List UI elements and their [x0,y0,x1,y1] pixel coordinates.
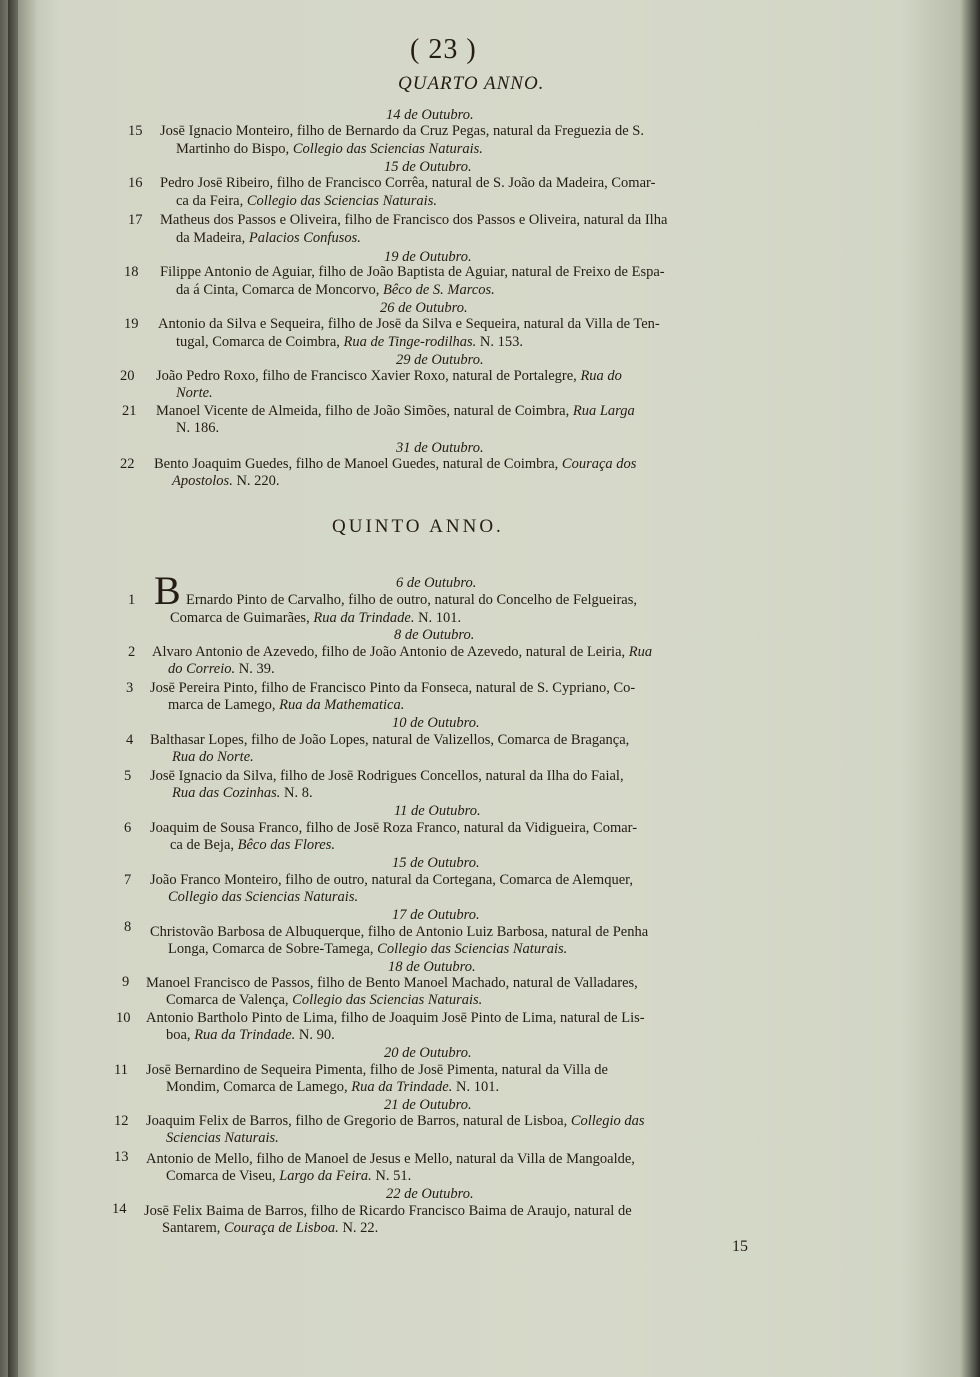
entry-line: Ernardo Pinto de Carvalho, filho de outro, natural do Concelho de Felgueiras, [186,592,638,608]
date-heading: 29 de Outubro. [396,352,484,368]
address: do Correio. [168,661,236,677]
entry-line: Christovão Barbosa de Albuquerque, filho de Antonio Luiz Barbosa, natural de Penha [150,924,649,940]
entry-number: 7 [124,872,132,888]
entry-line: Josē Bernardino de Sequeira Pimenta, filho de Josē Pimenta, natural da Villa de [146,1062,608,1078]
entry-number: 15 [128,123,143,139]
entry-line [168,889,358,906]
date-heading: 21 de Outubro. [384,1097,472,1113]
entry-line: Longa, Comarca de Sobre-Tamega, Collegio das Sciencias Naturais. [168,941,568,957]
entry-line: João Franco Monteiro, filho de outro, natural da Cortegana, Comarca de Alemquer, [150,872,634,888]
entry-line: Comarca de Guimarães, Rua da Trindade. N. 101. [170,610,462,626]
entry-line: Martinho do Bispo, Collegio das Sciencias Naturais. [176,141,483,157]
entry-number: 11 [114,1062,128,1078]
signature-mark: 15 [732,1238,748,1255]
entry-line: da á Cinta, Comarca de Moncorvo, Bêco de S. Marcos. [176,282,495,298]
entry-line: Mondim, Comarca de Lamego, Rua da Trindade. N. 101. [166,1079,500,1095]
entry-line: tugal, Comarca de Coimbra, Rua de Tinge-rodilhas. N. 153. [176,334,524,350]
entry-line: Matheus dos Passos e Oliveira, filho de Francisco dos Passos e Oliveira, natural da Ilha [160,212,668,228]
address: Rua do Norte. [172,749,254,765]
entry-line: Balthasar Lopes, filho de João Lopes, natural de Valizellos, Comarca de Bragança, [150,732,630,748]
date-heading: 14 de Outubro. [386,107,474,123]
page-number: ( 23 ) [410,34,477,65]
entry-line: ca da Feira, Collegio das Sciencias Naturais. [176,193,437,209]
entry-number: 3 [126,680,134,696]
entry-number: 14 [112,1201,127,1217]
date-heading: 8 de Outubro. [394,627,475,643]
date-heading: 15 de Outubro. [392,855,480,871]
entry-number: 8 [124,919,132,935]
date-heading: 31 de Outubro. [396,440,484,456]
date-heading: 22 de Outubro. [386,1186,474,1202]
entry-line: Josē Pereira Pinto, filho de Francisco Pinto da Fonseca, natural de S. Cypriano, Co- [150,680,636,696]
entry-number: 2 [128,644,136,660]
address: Collegio das Sciencias Naturais. [292,992,483,1008]
date-heading: 26 de Outubro. [380,300,468,316]
entry-number: 21 [122,403,137,419]
address: Rua Larga [572,403,635,419]
drop-cap: B [154,568,181,613]
date-heading: 11 de Outubro. [394,803,481,819]
entry-number: 22 [120,456,135,472]
entry-line: Alvaro Antonio de Azevedo, filho de João Antonio de Azevedo, natural de Leiria, Rua [152,644,653,660]
entry-number: 18 [124,264,139,280]
address: Largo da Feira. [279,1168,372,1184]
address: Sciencias Naturais. [166,1130,279,1146]
entry-number: 16 [128,175,143,191]
date-heading: 18 de Outubro. [388,959,476,975]
entry-line: Comarca de Viseu, Largo da Feira. N. 51. [166,1168,412,1184]
date-heading: 6 de Outubro. [396,575,477,591]
entry-line: Manoel Francisco de Passos, filho de Bento Manoel Machado, natural de Valladares, [146,975,638,991]
entry-number: 9 [122,974,130,990]
address: Rua da Mathematica. [279,697,405,713]
address: Bêco das Flores. [237,837,335,853]
address: Rua do [580,368,622,384]
entry-number: 19 [124,316,139,332]
address: Collegio das Sciencias Naturais. [377,941,568,957]
entry-number: 5 [124,768,132,784]
entry-line: Rua das Cozinhas. N. 8. [172,785,313,801]
entry-number: 13 [114,1149,129,1165]
entry-line: Joaquim Felix de Barros, filho de Gregorio de Barros, natural de Lisboa, Collegio das [146,1113,645,1129]
entry-line: Josē Ignacio Monteiro, filho de Bernardo da Cruz Pegas, natural da Freguezia de S. [160,123,644,139]
entry-line: Antonio de Mello, filho de Manoel de Jesus e Mello, natural da Villa de Mangoalde, [146,1151,635,1167]
entry-number: 20 [120,368,135,384]
entry-line: marca de Lamego, Rua da Mathematica. [168,697,405,713]
address: Bêco de S. Marcos. [382,282,495,298]
date-heading: 10 de Outubro. [392,715,480,731]
entry-number: 6 [124,820,132,836]
address: Collegio das Sciencias Naturais. [168,889,359,905]
entry-line: Santarem, Couraça de Lisboa. N. 22. [162,1220,379,1236]
address: Norte. [176,385,213,401]
entry-line: ca de Beja, Bêco das Flores. [170,837,335,853]
entry-line [166,1130,279,1147]
entry-line: Joaquim de Sousa Franco, filho de Josē Roza Franco, natural da Vidigueira, Comar- [150,820,638,836]
entry-line [172,749,254,766]
entry-number: 4 [126,732,134,748]
address: Palacios Confusos. [248,230,361,246]
entry-line: João Pedro Roxo, filho de Francisco Xavier Roxo, natural de Portalegre, Rua do [156,368,622,384]
section-title-quarto-anno: QUARTO ANNO. [398,73,545,94]
entry-number: 10 [116,1010,131,1026]
entry-line: da Madeira, Palacios Confusos. [176,230,361,246]
entry-line: N. 186. [176,420,220,436]
date-heading: 20 de Outubro. [384,1045,472,1061]
entry-line: Comarca de Valença, Collegio das Sciencias Naturais. [166,992,483,1008]
entry-line: Manoel Vicente de Almeida, filho de João Simões, natural de Coimbra, Rua Larga [156,403,635,419]
address: Rua da Trindade. [313,610,415,626]
section-title-quinto-anno: QUINTO ANNO. [332,516,504,537]
address: Apostolos. [172,473,233,489]
address: Rua [628,644,653,660]
entry-line: boa, Rua da Trindade. N. 90. [166,1027,335,1043]
entry-number: 1 [128,592,136,608]
entry-line: do Correio. N. 39. [168,661,275,677]
date-heading: 19 de Outubro. [384,249,472,265]
entry-line: Josē Ignacio da Silva, filho de Josē Rodrigues Concellos, natural da Ilha do Faial, [150,768,624,784]
entry-number: 17 [128,212,143,228]
entry-line: Antonio da Silva e Sequeira, filho de Josē da Silva e Sequeira, natural da Villa de Ten- [158,316,660,332]
address: Rua da Trindade. [194,1027,296,1043]
address: Rua de Tinge-rodilhas. [343,334,477,350]
address: Rua das Cozinhas. [172,785,281,801]
address: Collegio das Sciencias Naturais. [292,141,483,157]
address: Collegio das [570,1113,645,1129]
entry-line: Filippe Antonio de Aguiar, filho de João Baptista de Aguiar, natural de Freixo de Espa- [160,264,665,280]
entry-line: Apostolos. N. 220. [172,473,280,489]
entry-number: 12 [114,1113,129,1129]
entry-line [176,385,213,402]
address: Collegio das Sciencias Naturais. [246,193,437,209]
address: Couraça de Lisboa. [224,1220,339,1236]
entry-line: Antonio Bartholo Pinto de Lima, filho de Joaquim Josē Pinto de Lima, natural de Lis- [146,1010,645,1026]
date-heading: 17 de Outubro. [392,907,480,923]
entry-line: Josē Felix Baima de Barros, filho de Ricardo Francisco Baima de Araujo, natural de [144,1203,632,1219]
entry-line: Pedro Josē Ribeiro, filho de Francisco Corrêa, natural de S. João da Madeira, Comar- [160,175,656,191]
entry-line: Bento Joaquim Guedes, filho de Manoel Guedes, natural de Coimbra, Couraça dos [154,456,637,472]
address: Couraça dos [561,456,637,472]
address: Rua da Trindade. [351,1079,453,1095]
date-heading: 15 de Outubro. [384,159,472,175]
